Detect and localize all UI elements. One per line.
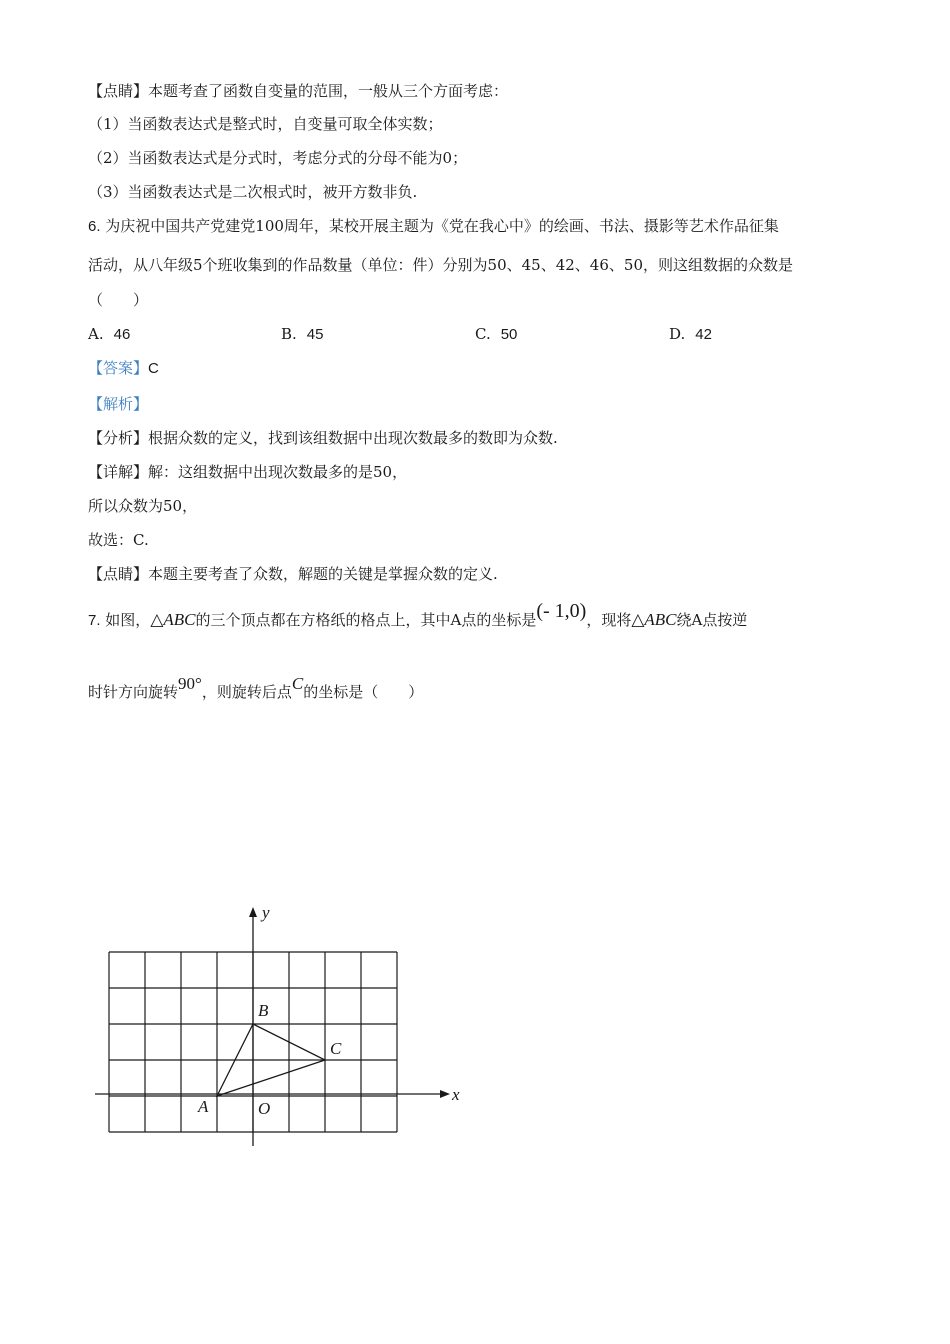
q7-text-d: 绕A点按逆 — [676, 611, 748, 629]
x-axis-label: x — [452, 1085, 460, 1104]
vertex-b-label: B — [258, 1001, 269, 1020]
origin-label: O — [258, 1099, 271, 1118]
q7-number: 7. — [88, 612, 101, 629]
x-axis-arrow-icon — [440, 1090, 450, 1098]
option-label: D. — [669, 325, 686, 343]
q7-text-a: 如图， — [105, 611, 151, 629]
q6-so-line: 所以众数为50， — [88, 497, 198, 515]
q6-number: 6. — [88, 218, 101, 235]
q7-text-g: 的坐标是（ ） — [303, 683, 424, 701]
fenxi-tag: 【分析】 — [88, 429, 149, 447]
triangle-abc-1: △ABC — [150, 610, 196, 629]
q6-analysis-tag: 【解析】 — [88, 395, 149, 413]
q7-text-b: 的三个顶点都在方格纸的格点上，其中A点的坐标是 — [195, 611, 537, 629]
xiangjie-tag: 【详解】 — [88, 463, 149, 481]
vertex-c-label: C — [330, 1039, 342, 1058]
dianjing-text: 本题考查了函数自变量的范围，一般从三个方面考虑： — [148, 82, 509, 100]
y-axis-arrow-icon — [249, 907, 257, 917]
prev-point-1: （1）当函数表达式是整式时，自变量可取全体实数； — [88, 115, 443, 133]
prev-point-3: （3）当函数表达式是二次根式时，被开方数非负. — [88, 183, 418, 201]
answer-tag: 【答案】 — [88, 359, 149, 377]
q6-choose-line: 故选：C. — [88, 531, 149, 549]
rotation-angle: 90° — [178, 674, 202, 693]
triangle-abc-2: △ABC — [631, 610, 677, 629]
dianjing-tag: 【点睛】 — [88, 565, 149, 583]
q6-line-3: （ ） — [88, 291, 149, 309]
vertex-a-label: A — [198, 1097, 209, 1116]
point-a-coordinate: (- 1,0) — [536, 600, 587, 622]
q6-stem-1: 为庆祝中国共产党建党100周年，某校开展主题为《党在我心中》的绘画、书法、摄影等艺术作品征集 — [105, 217, 779, 235]
fenxi-text: 根据众数的定义，找到该组数据中出现次数最多的数即为众数. — [148, 429, 558, 447]
option-label: B. — [281, 325, 297, 343]
option-label: A. — [88, 325, 104, 343]
prev-point-2: （2）当函数表达式是分式时，考虑分式的分母不能为0； — [88, 149, 468, 167]
q7-text-e: 时针方向旋转 — [88, 683, 179, 701]
option-value: 50 — [500, 326, 518, 343]
q6-line-2: 活动，从八年级5个班收集到的作品数量（单位：件）分别为50、45、42、46、50，则这组数据的众数是 — [88, 256, 793, 274]
dianjing-tag: 【点睛】 — [88, 82, 149, 100]
y-axis-label: y — [262, 903, 270, 922]
dianjing-text: 本题主要考查了众数，解题的关键是掌握众数的定义. — [148, 565, 498, 583]
option-value: 46 — [113, 326, 131, 343]
point-c-label: C — [291, 674, 304, 693]
option-label: C. — [475, 325, 491, 343]
option-value: 45 — [306, 326, 324, 343]
q7-text-f: ，则旋转后点 — [201, 683, 292, 701]
xiangjie-text: 解：这组数据中出现次数最多的是50， — [148, 463, 408, 481]
q7-text-c: ，现将 — [586, 611, 632, 629]
answer-value: C — [148, 360, 159, 377]
option-value: 42 — [695, 326, 712, 343]
